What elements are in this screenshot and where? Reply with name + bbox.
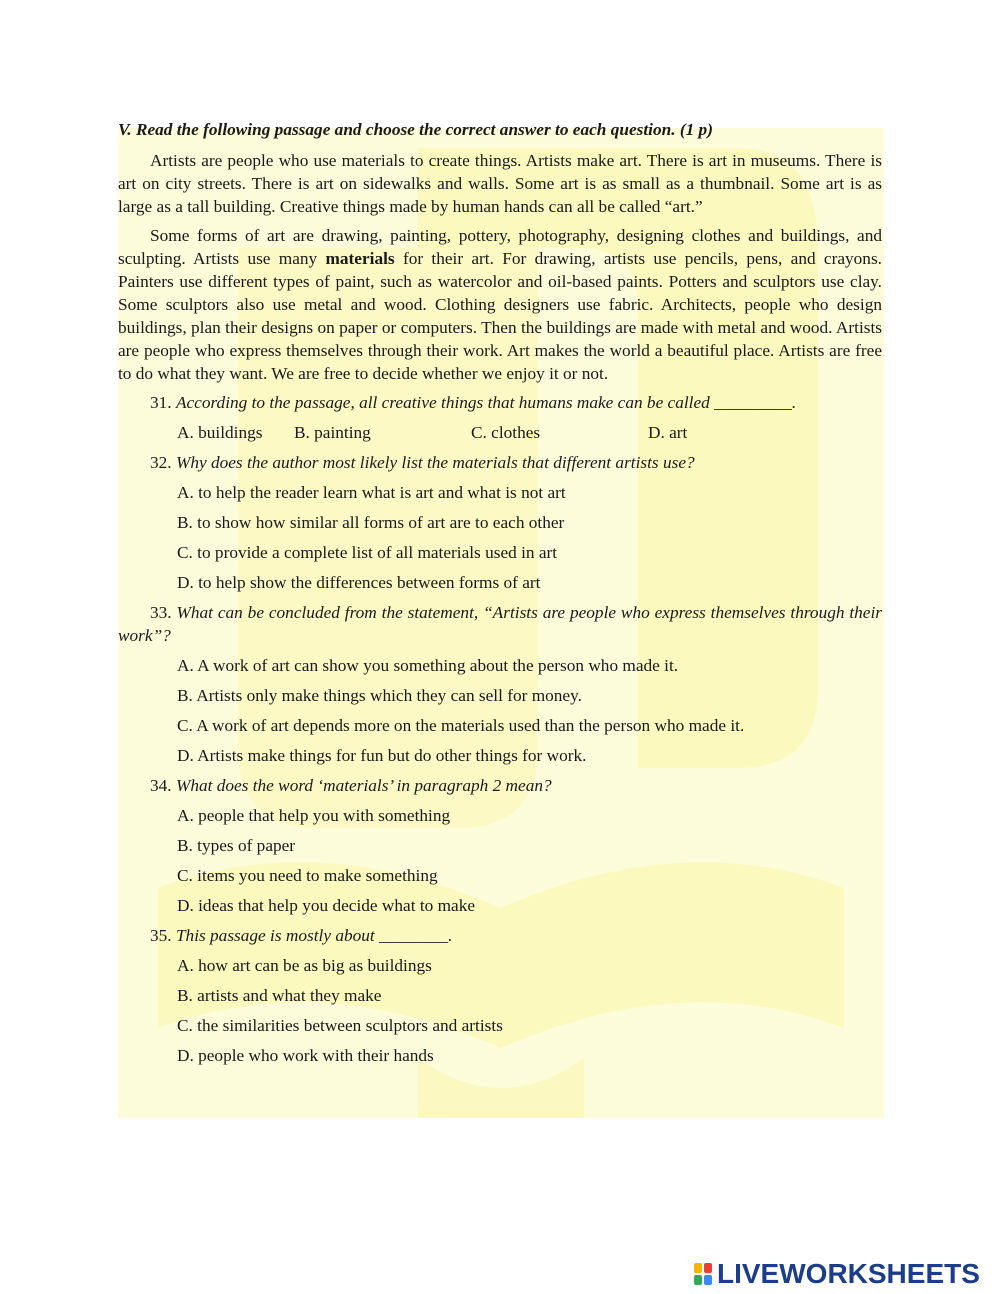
- option-b[interactable]: B. artists and what they make: [177, 986, 382, 1005]
- question-text: This passage is mostly about ________.: [175, 926, 453, 945]
- option-a[interactable]: A. A work of art can show you something about the person who made it.: [177, 656, 679, 675]
- question-31-options: [118, 421, 882, 444]
- question-number: 31.: [150, 393, 172, 412]
- question-number: 34.: [150, 776, 172, 795]
- section-heading: V. Read the following passage and choose the correct answer to each question. (1 p): [118, 120, 713, 139]
- option-c[interactable]: C. clothes: [471, 423, 541, 442]
- option-c[interactable]: C. A work of art depends more on the materials used than the person who made it.: [177, 716, 745, 735]
- logo-square-2: [704, 1263, 712, 1273]
- question-34: [118, 774, 882, 797]
- option-a[interactable]: A. to help the reader learn what is art and what is not art: [177, 483, 566, 502]
- option-d[interactable]: D. people who work with their hands: [177, 1046, 434, 1065]
- question-text: What does the word ‘materials’ in paragraph 2 mean?: [175, 776, 552, 795]
- question-33: [118, 601, 882, 647]
- option-d[interactable]: D. ideas that help you decide what to make: [177, 896, 476, 915]
- question-text: What can be concluded from the statement, “Artists are people who express themselves through their work”?: [118, 603, 883, 645]
- question-35: [118, 924, 882, 947]
- question-31: [118, 391, 882, 414]
- option-a[interactable]: A. buildings: [177, 423, 263, 442]
- logo-square-1: [694, 1263, 702, 1273]
- brand-name: LIVEWORKSHEETS: [717, 1258, 980, 1289]
- option-b[interactable]: B. painting: [294, 423, 371, 442]
- question-text: Why does the author most likely list the materials that different artists use?: [175, 453, 695, 472]
- passage-paragraph-2: [118, 224, 882, 385]
- liveworksheets-logo-icon: [693, 1262, 713, 1286]
- passage-paragraph-1: Artists are people who use materials to create things. Artists make art. There is art in museums. There is art on city streets. There is art on sidewalks and walls. Some art is as small as a thumbnail. Some art is as large as a tall building. Creative things made by human hands can all be called “art.”: [118, 151, 882, 216]
- question-number: 35.: [150, 926, 172, 945]
- option-d[interactable]: D. Artists make things for fun but do other things for work.: [177, 746, 587, 765]
- passage-p2-before: Some forms of art are drawing, painting, pottery, photography, designing clothes and buildings, and sculpting. Artists use many: [118, 226, 882, 268]
- keyword-materials: materials: [325, 249, 395, 268]
- option-b[interactable]: B. types of paper: [177, 836, 296, 855]
- question-number: 33.: [150, 603, 172, 622]
- passage-p2-after: for their art. For drawing, artists use pencils, pens, and crayons. Painters use different types of paint, such as watercolor and oil-based paints. Potters and sculptors use clay. Some sculptors also use metal and wood. Clothing designers use fabric. Architects, people who design buildings, plan their designs on paper or computers. Then the buildings are made with metal and wood. Artists are people who express themselves through their work. Art makes the world a beautiful place. Artists are free to do what they want. We are free to decide whether we enjoy it or not.: [118, 249, 882, 383]
- question-text: According to the passage, all creative things that humans make can be called _________.: [175, 393, 797, 412]
- option-b[interactable]: B. to show how similar all forms of art are to each other: [177, 513, 565, 532]
- option-a[interactable]: A. how art can be as big as buildings: [177, 956, 432, 975]
- question-number: 32.: [150, 453, 172, 472]
- option-c[interactable]: C. items you need to make something: [177, 866, 438, 885]
- option-c[interactable]: C. the similarities between sculptors and artists: [177, 1016, 503, 1035]
- worksheet-content: [118, 118, 882, 1074]
- option-d[interactable]: D. to help show the differences between forms of art: [177, 573, 541, 592]
- logo-square-4: [704, 1275, 712, 1285]
- option-b[interactable]: B. Artists only make things which they can sell for money.: [177, 686, 582, 705]
- option-d[interactable]: D. art: [648, 423, 688, 442]
- liveworksheets-logo[interactable]: [693, 1258, 980, 1290]
- option-a[interactable]: A. people that help you with something: [177, 806, 451, 825]
- option-c[interactable]: C. to provide a complete list of all materials used in art: [177, 543, 558, 562]
- question-32: [118, 451, 882, 474]
- logo-square-3: [694, 1275, 702, 1285]
